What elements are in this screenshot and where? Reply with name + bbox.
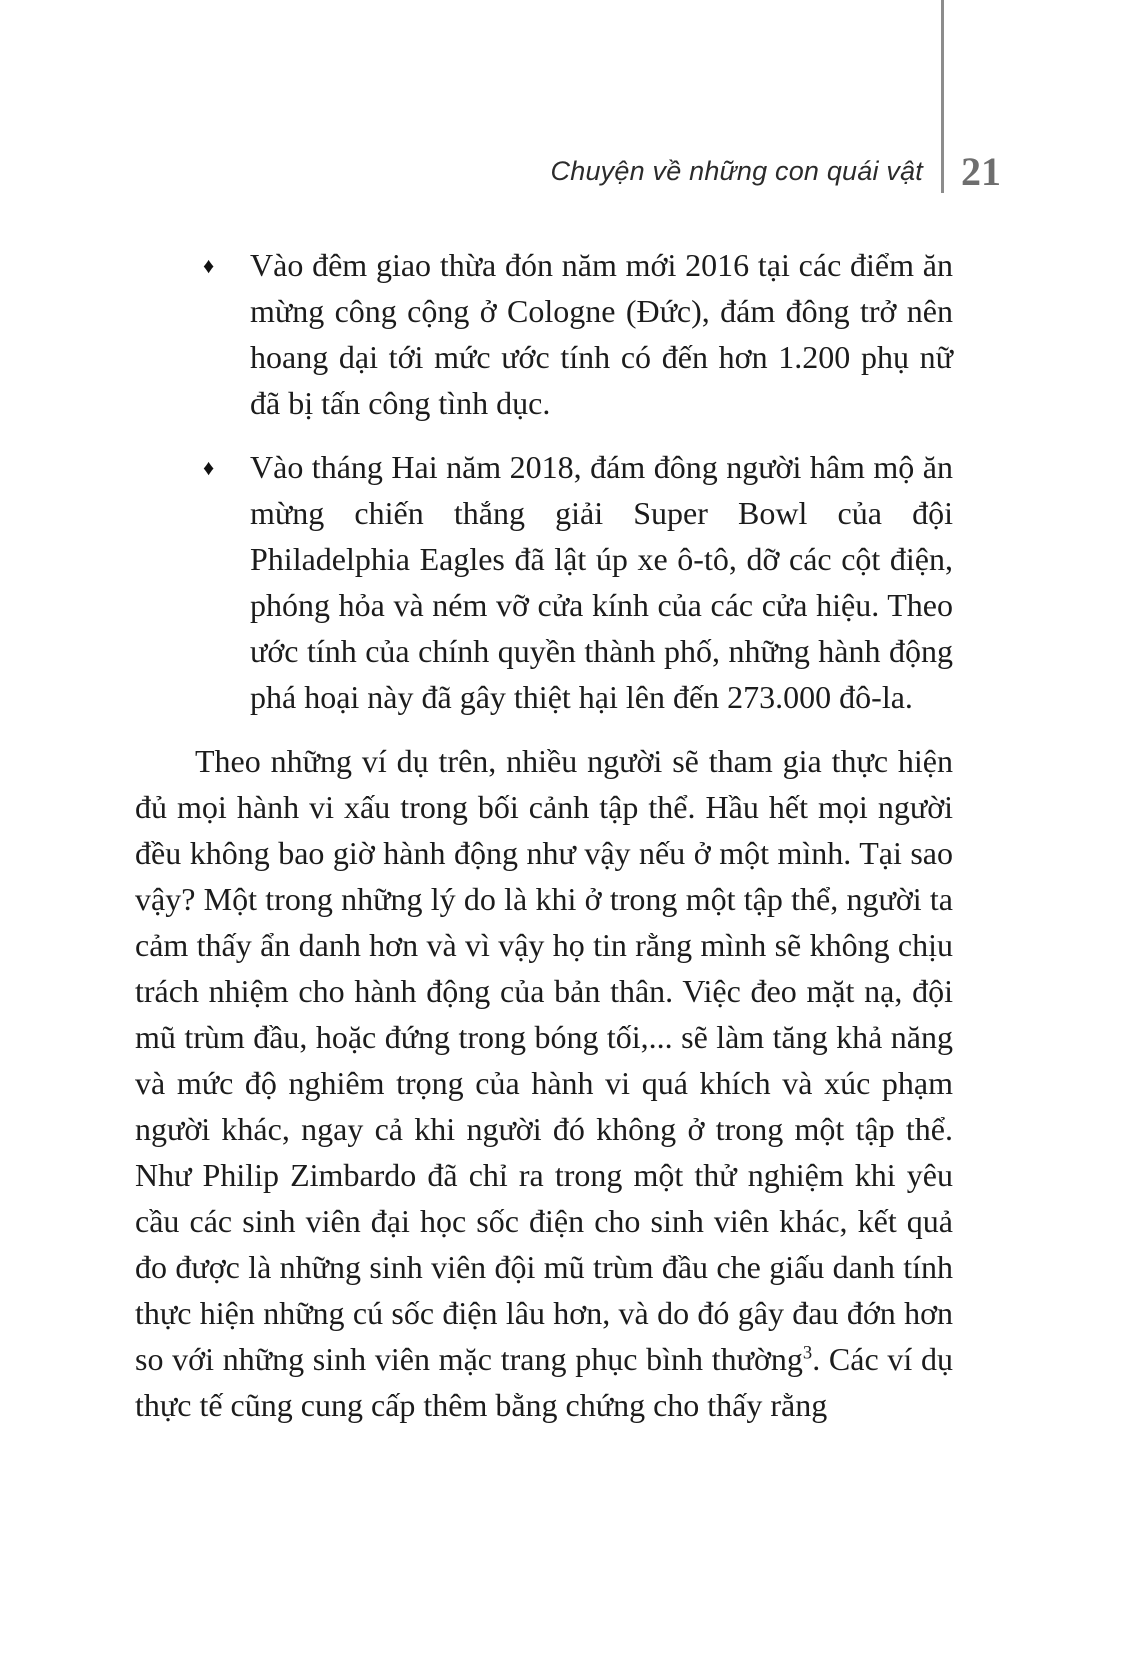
page-body-text xyxy=(135,242,953,1428)
bullet-diamond-icon: ♦ xyxy=(203,253,215,278)
bullet-text: Vào đêm giao thừa đón năm mới 2016 tại các điểm ăn mừng công cộng ở Cologne (Đức), đám đông trở nên hoang dại tới mức ước tính có đến hơn 1.200 phụ nữ đã bị tấn công tình dục. xyxy=(250,247,953,421)
header-divider-rule xyxy=(941,0,944,193)
paragraph-text: . Các ví dụ thực tế cũng cung cấp thêm bằng chứng cho thấy rằng xyxy=(135,1341,954,1423)
bullet-diamond-icon: ♦ xyxy=(203,455,215,480)
bullet-item xyxy=(135,444,953,720)
page-number: 21 xyxy=(961,149,1001,194)
body-paragraph xyxy=(135,738,953,1428)
bullet-text: Vào tháng Hai năm 2018, đám đông người hâm mộ ăn mừng chiến thắng giải Super Bowl của đội Philadelphia Eagles đã lật úp xe ô-tô, dỡ các cột điện, phóng hỏa và ném vỡ cửa kính của các cửa hiệu. Theo ước tính của chính quyền thành phố, những hành động phá hoại này đã gây thiệt hại lên đến 273.000 đô-la. xyxy=(250,449,953,715)
bullet-item xyxy=(135,242,953,426)
footnote-reference: 3 xyxy=(802,1342,813,1364)
running-header-title: Chuyện về những con quái vật xyxy=(550,156,923,186)
paragraph-text: Theo những ví dụ trên, nhiều người sẽ tham gia thực hiện đủ mọi hành vi xấu trong bối cảnh tập thể. Hầu hết mọi người đều không bao giờ hành động như vậy nếu ở một mình. Tại sao vậy? Một trong những lý do là khi ở trong một tập thể, người ta cảm thấy ẩn danh hơn và vì vậy họ tin rằng mình sẽ không chịu trách nhiệm cho hành động của bản thân. Việc đeo mặt nạ, đội mũ trùm đầu, hoặc đứng trong bóng tối,... sẽ làm tăng khả năng và mức độ nghiêm trọng của hành vi quá khích và xúc phạm người khác, ngay cả khi người đó không ở trong một tập thể. Như Philip Zimbardo đã chỉ ra trong một thử nghiệm khi yêu cầu các sinh viên đại học sốc điện cho sinh viên khác, kết quả đo được là những sinh viên đội mũ trùm đầu che giấu danh tính thực hiện những cú sốc điện lâu hơn, và do đó gây đau đớn hơn so với những sinh viên mặc trang phục bình thường xyxy=(135,743,953,1377)
